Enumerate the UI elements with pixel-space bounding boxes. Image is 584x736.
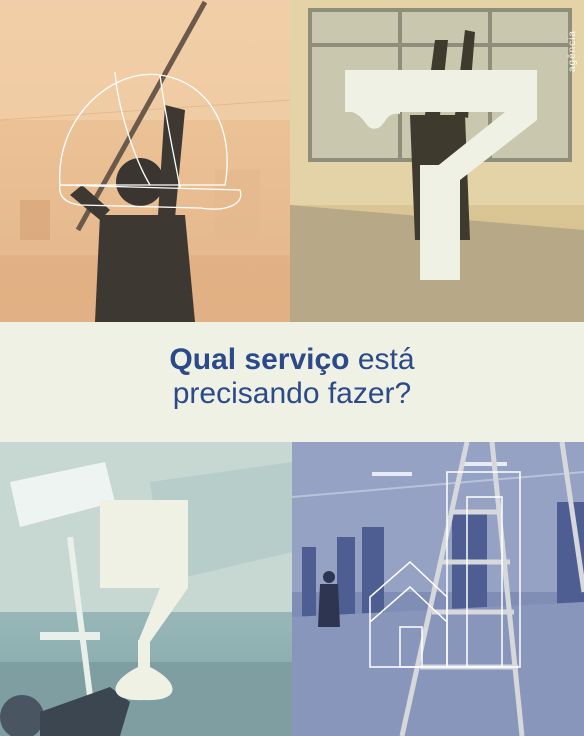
scene-worker-window xyxy=(290,0,584,322)
scene-worker-ceiling xyxy=(0,0,290,322)
headline-bold: Qual serviço xyxy=(169,343,350,376)
brand-watermark: agência xyxy=(567,30,578,73)
scene-ceiling-painting xyxy=(0,442,292,736)
headline xyxy=(0,343,584,411)
photo-panel-top-right xyxy=(290,0,584,322)
headline-rest: está xyxy=(349,343,415,376)
photo-panel-top-left xyxy=(0,0,290,322)
photo-panel-bottom-right xyxy=(292,442,584,736)
photo-panel-bottom-left xyxy=(0,442,292,736)
scene-ladder-hall xyxy=(292,442,584,736)
headline-line2: precisando fazer? xyxy=(172,377,412,410)
